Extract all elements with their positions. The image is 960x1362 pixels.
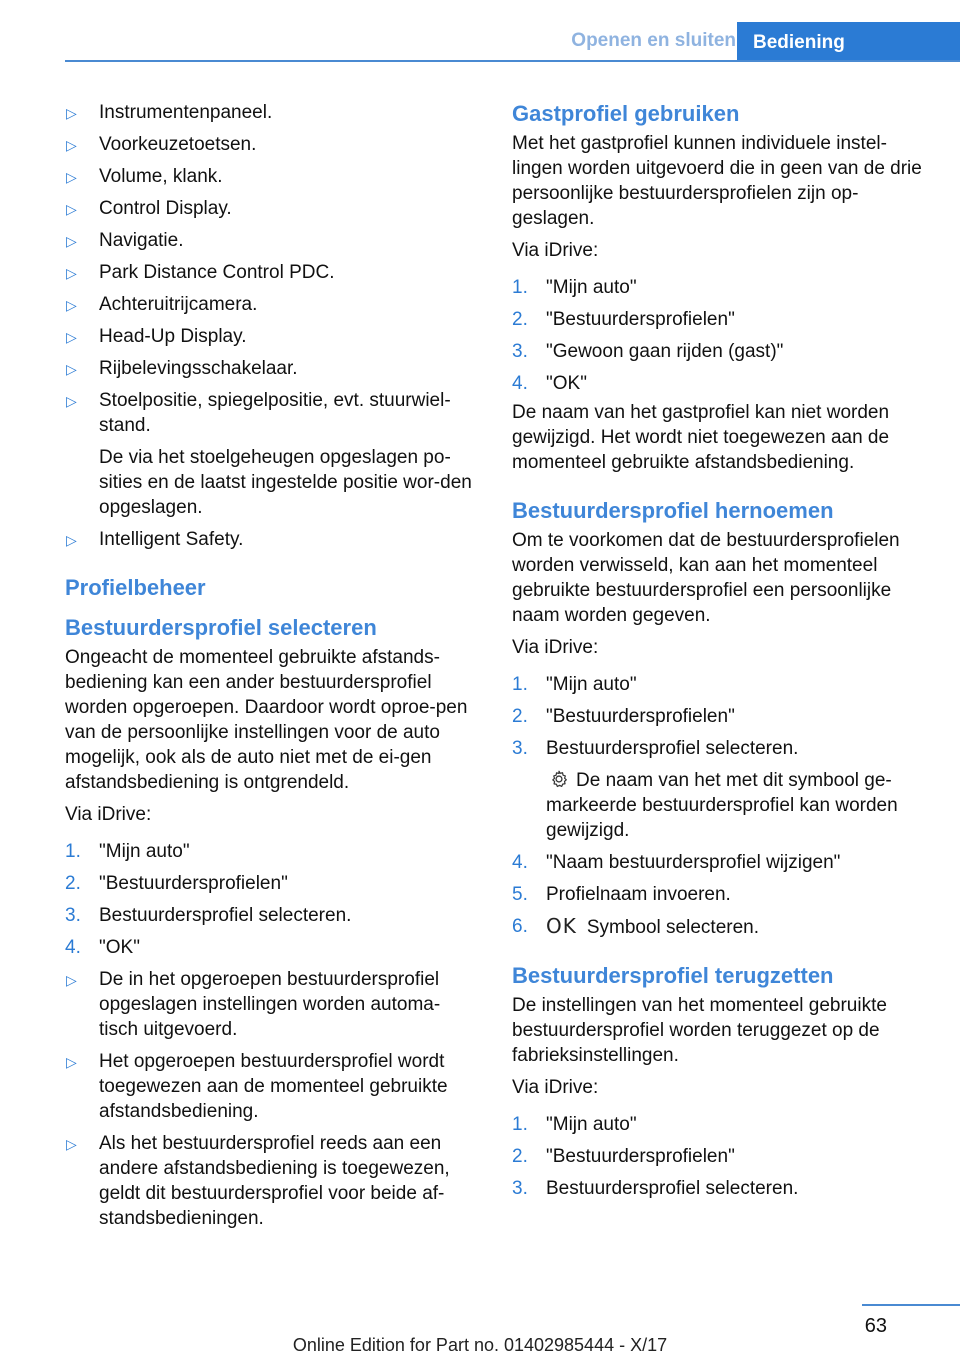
step-number: 2. (65, 873, 81, 894)
step-item: 6. OK Symbool selecteren. (512, 914, 760, 938)
chapter-tab: Bediening (737, 22, 960, 62)
list-item: ▷ Volume, klank. (65, 164, 475, 189)
paragraph: De naam van het gastprofiel kan niet worden gewijzigd. Het wordt niet toegewezen aan de momenteel gebruikte afstandsbediening. (512, 402, 890, 473)
triangle-right-icon: ▷ (66, 1136, 77, 1152)
step-item: 1. "Mijn auto" (512, 1114, 637, 1135)
list-item: ▷ Head-Up Display. (65, 324, 475, 349)
subsection-heading: Gastprofiel gebruiken (512, 101, 740, 126)
subsection-heading: Bestuurdersprofiel selecteren (65, 615, 377, 640)
list-item: ▷ Voorkeuzetoetsen. (65, 132, 475, 157)
triangle-right-icon: ▷ (66, 265, 77, 281)
step-number: 2. (512, 1146, 528, 1167)
edition-footer: Online Edition for Part no. 01402985444 - X/17 (292, 1335, 668, 1355)
list-item: ▷ Het opgeroepen bestuurdersprofiel wordt toegewezen aan de momenteel gebruikte afstandsbediening. (66, 1051, 448, 1122)
triangle-right-icon: ▷ (66, 1054, 77, 1070)
triangle-right-icon: ▷ (66, 137, 77, 153)
triangle-right-icon: ▷ (66, 297, 77, 313)
gear-icon (548, 768, 570, 790)
via-idrive-label: Via iDrive: (512, 1077, 599, 1098)
step-number: 3. (512, 1178, 528, 1199)
step-number: 3. (65, 905, 81, 926)
list-item: ▷ Control Display. (65, 196, 475, 221)
step-item: 3. Bestuurdersprofiel selecteren. De naam van het met dit symbool ge-markeerde bestuurdersprofiel kan worden gewijzigd. (512, 736, 932, 843)
step-number: 1. (512, 674, 528, 695)
step-number: 4. (65, 937, 81, 958)
step-item: 3. Bestuurdersprofiel selecteren. (65, 905, 352, 926)
triangle-right-icon: ▷ (66, 169, 77, 185)
step-item: 2. "Bestuurdersprofielen" (512, 1146, 735, 1167)
via-idrive-label: Via iDrive: (65, 804, 152, 825)
step-number: 1. (65, 841, 81, 862)
subsection-heading: Bestuurdersprofiel terugzetten (512, 963, 834, 988)
via-idrive-label: Via iDrive: (512, 637, 599, 658)
step-item: 4. "Naam bestuurdersprofiel wijzigen" (512, 852, 841, 873)
step-item: 2. "Bestuurdersprofielen" (512, 706, 735, 727)
step-item: 1. "Mijn auto" (512, 674, 637, 695)
page-header (0, 0, 960, 62)
list-item: ▷ Als het bestuurdersprofiel reeds aan een andere afstandsbediening is toegewezen, geldt dit bestuurdersprofiel voor beide af-standsbedieningen. (66, 1133, 450, 1229)
footer-rule (862, 1304, 960, 1306)
triangle-right-icon: ▷ (66, 972, 77, 988)
step-item: 5. Profielnaam invoeren. (512, 884, 731, 905)
subsection-heading: Bestuurdersprofiel hernoemen (512, 498, 834, 523)
step-number: 3. (512, 738, 528, 759)
list-item: ▷ Rijbelevingsschakelaar. (65, 356, 475, 381)
step-item: 4. "OK" (512, 373, 587, 394)
step-item: 1. "Mijn auto" (512, 277, 637, 298)
step-number: 4. (512, 852, 528, 873)
list-item: ▷ Stoelpositie, spiegelpositie, evt. stuurwiel-stand. De via het stoelgeheugen opgeslagen po-sities en de laatst ingestelde positie wor-den opgeslagen. (65, 388, 475, 520)
triangle-right-icon: ▷ (66, 329, 77, 345)
triangle-right-icon: ▷ (66, 233, 77, 249)
step-item: 4. "OK" (65, 937, 140, 958)
ok-symbol-icon: OK (546, 914, 577, 938)
step-number: 2. (512, 706, 528, 727)
list-item: ▷ Park Distance Control PDC. (65, 260, 475, 285)
step-item: 2. "Bestuurdersprofielen" (512, 309, 735, 330)
right-column (512, 100, 932, 1208)
triangle-right-icon: ▷ (66, 532, 77, 548)
paragraph: De instellingen van het momenteel gebruikte bestuurdersprofiel worden teruggezet op de fabrieksinstellingen. (512, 995, 887, 1066)
step-item: 2. "Bestuurdersprofielen" (65, 873, 288, 894)
via-idrive-label: Via iDrive: (512, 240, 599, 261)
step-number: 1. (512, 277, 528, 298)
step-item: 3. "Gewoon gaan rijden (gast)" (512, 341, 784, 362)
step-number: 5. (512, 884, 528, 905)
header-rule (65, 60, 960, 62)
section-tab: Openen en sluiten (571, 30, 736, 51)
page-number: 63 (864, 1315, 887, 1337)
triangle-right-icon: ▷ (66, 361, 77, 377)
section-heading: Profielbeheer (65, 575, 206, 600)
step-number: 6. (512, 916, 528, 937)
step-item: 1. "Mijn auto" (65, 841, 190, 862)
step-number: 3. (512, 341, 528, 362)
paragraph: Om te voorkomen dat de bestuurdersprofielen worden verwisseld, kan aan het momenteel gebruikte bestuurdersprofiel een persoonlijke naam worden gegeven. (512, 530, 900, 626)
triangle-right-icon: ▷ (66, 393, 77, 409)
left-column (65, 100, 475, 1238)
paragraph: Met het gastprofiel kunnen individuele instel-lingen worden uitgevoerd die in geen van de drie persoonlijke bestuurdersprofielen zijn op-geslagen. (512, 133, 922, 229)
list-item-note: De via het stoelgeheugen opgeslagen po-sities en de laatst ingestelde positie wor-den opgeslagen. (99, 447, 472, 518)
list-item: ▷ Achteruitrijcamera. (65, 292, 475, 317)
list-item: ▷ Navigatie. (65, 228, 475, 253)
step-note: De naam van het met dit symbool ge-markeerde bestuurdersprofiel kan worden gewijzigd. (546, 770, 898, 841)
triangle-right-icon: ▷ (66, 105, 77, 121)
step-number: 4. (512, 373, 528, 394)
paragraph: Ongeacht de momenteel gebruikte afstands-bediening kan een ander bestuurdersprofiel worden opgeroepen. Daardoor wordt oproe-pen van de persoonlijke instellingen voor de auto mogelijk, ook als de auto niet met de ei-gen afstandsbediening is ontgrendeld. (65, 647, 468, 793)
step-number: 2. (512, 309, 528, 330)
step-item: 3. Bestuurdersprofiel selecteren. (512, 1178, 799, 1199)
list-item: ▷ De in het opgeroepen bestuurdersprofiel opgeslagen instellingen worden automa-tisch uitgevoerd. (66, 969, 441, 1040)
list-item: ▷ Intelligent Safety. (65, 527, 475, 552)
triangle-right-icon: ▷ (66, 201, 77, 217)
step-number: 1. (512, 1114, 528, 1135)
list-item: ▷ Instrumentenpaneel. (65, 100, 475, 125)
